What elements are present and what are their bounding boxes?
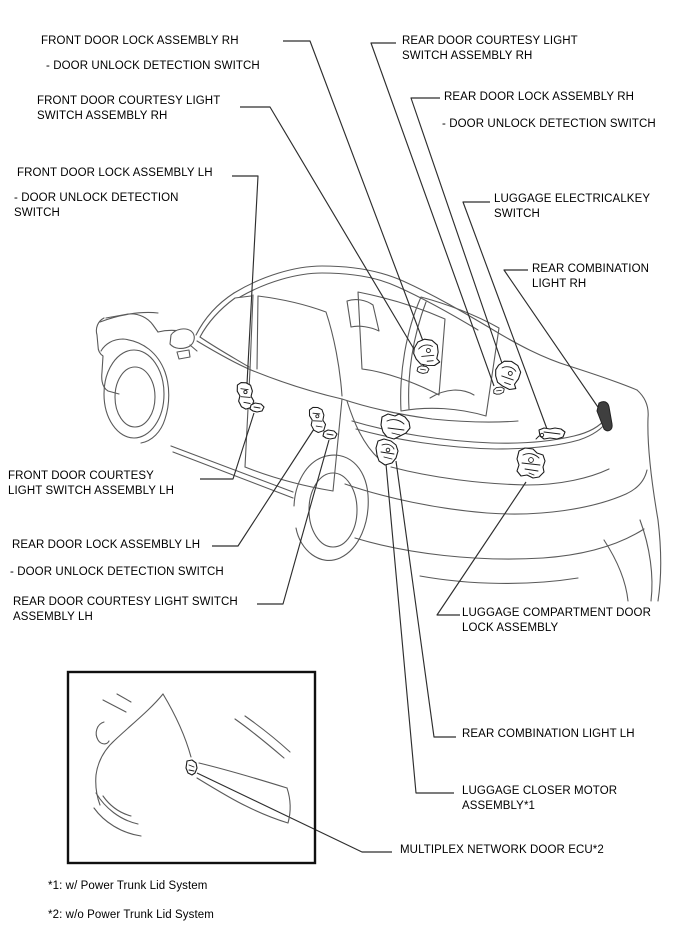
label-multiplex-network-door-ecu — [400, 843, 604, 858]
label-luggage-electrical-key-switch — [494, 192, 650, 222]
label-front-door-lock-assembly-rh — [41, 34, 239, 49]
label-line: REAR DOOR COURTESY LIGHT SWITCH — [13, 596, 238, 608]
label-line: FRONT DOOR LOCK ASSEMBLY RH — [41, 35, 239, 47]
label-line: LUGGAGE ELECTRICALKEY — [494, 193, 651, 205]
rear-door-lock-rh-icon — [493, 359, 522, 391]
front-door-courtesy-switch-rh-icon — [417, 366, 429, 374]
label-line: LUGGAGE COMPARTMENT DOOR — [462, 607, 651, 619]
rear-combination-light-lh-icon — [376, 439, 398, 465]
rear-door-courtesy-switch-rh-icon — [493, 386, 506, 396]
label-line: - DOOR UNLOCK DETECTION SWITCH — [10, 566, 224, 578]
label-line: - DOOR UNLOCK DETECTION SWITCH — [46, 60, 260, 72]
label-rear-combination-light-lh — [462, 727, 635, 742]
leader-front-door-courtesy-rh — [240, 107, 424, 366]
label-rear-door-lock-assembly-lh — [12, 538, 200, 553]
label-line: REAR COMBINATION LIGHT LH — [462, 728, 635, 740]
label-line: - DOOR UNLOCK DETECTION SWITCH — [442, 118, 656, 130]
label-line: MULTIPLEX NETWORK DOOR ECU*2 — [400, 844, 604, 856]
inset-box — [68, 672, 315, 863]
rear-door-courtesy-switch-lh-icon — [323, 430, 337, 439]
label-line: SWITCH ASSEMBLY RH — [37, 110, 168, 122]
leader-multiplex-network-door-ecu — [197, 773, 392, 852]
label-line: SWITCH — [14, 207, 60, 219]
label-line: REAR COMBINATION — [532, 263, 650, 275]
label-front-door-lock-assembly-lh — [17, 166, 213, 181]
label-line: FRONT DOOR COURTESY LIGHT — [37, 95, 221, 107]
label-front-door-lock-rh-unlock-switch — [46, 59, 260, 74]
label-luggage-closer-motor — [462, 784, 617, 814]
leader-luggage-compartment-door-lock — [437, 482, 526, 615]
front-door-lock-rh-icon — [411, 336, 442, 370]
label-front-door-lock-lh-unlock-switch — [14, 191, 179, 221]
front-door-courtesy-switch-lh-icon — [250, 403, 264, 412]
label-line: LUGGAGE CLOSER MOTOR — [462, 785, 618, 797]
luggage-compartment-door-lock-icon — [517, 448, 545, 478]
leader-rear-combination-light-lh — [396, 461, 456, 737]
leader-front-door-lock-rh — [283, 41, 426, 349]
label-line: LIGHT RH — [532, 278, 587, 290]
label-front-door-courtesy-light-switch-lh — [8, 469, 174, 499]
multiplex-network-door-ecu-icon — [186, 760, 197, 775]
leader-rear-door-courtesy-lh — [257, 440, 329, 604]
label-rear-door-courtesy-light-switch-rh — [402, 34, 578, 64]
label-line: SWITCH ASSEMBLY RH — [402, 50, 533, 62]
leader-rear-door-lock-rh — [411, 98, 505, 372]
label-line: LIGHT SWITCH ASSEMBLY LH — [8, 485, 174, 497]
label-line: FRONT DOOR COURTESY — [8, 470, 154, 482]
leader-front-door-lock-lh — [232, 176, 258, 384]
luggage-electrical-key-switch-icon — [536, 428, 565, 439]
rear-door-lock-lh-icon — [308, 406, 326, 434]
label-line: - DOOR UNLOCK DETECTION — [14, 192, 179, 204]
label-rear-door-lock-assembly-rh — [444, 90, 634, 105]
leader-rear-door-lock-lh — [212, 429, 314, 546]
label-rear-door-lock-lh-unlock-switch — [10, 565, 224, 580]
label-line: REAR DOOR LOCK ASSEMBLY RH — [444, 91, 635, 103]
label-line: ASSEMBLY*1 — [462, 800, 536, 812]
label-line: LOCK ASSEMBLY — [462, 622, 559, 634]
label-line: REAR DOOR LOCK ASSEMBLY LH — [12, 539, 201, 551]
leader-luggage-electrical-key-switch — [463, 202, 547, 429]
footnote-power-trunk-without: *2: w/o Power Trunk Lid System — [48, 909, 214, 921]
luggage-closer-motor-icon — [381, 414, 410, 439]
component-icons — [236, 336, 612, 478]
label-luggage-compartment-door-lock — [462, 606, 651, 636]
label-rear-combination-light-rh — [532, 262, 649, 292]
footnote-power-trunk-with: *1: w/ Power Trunk Lid System — [48, 880, 208, 892]
label-rear-door-courtesy-light-switch-lh — [13, 595, 238, 625]
label-rear-door-lock-rh-unlock-switch — [442, 117, 656, 132]
label-line: FRONT DOOR LOCK ASSEMBLY LH — [17, 167, 213, 179]
label-line: ASSEMBLY LH — [13, 611, 93, 623]
label-line: REAR DOOR COURTESY LIGHT — [402, 35, 578, 47]
label-line: SWITCH — [494, 208, 540, 220]
label-front-door-courtesy-light-switch-rh — [37, 94, 220, 124]
rear-combination-light-rh-icon — [597, 402, 612, 431]
